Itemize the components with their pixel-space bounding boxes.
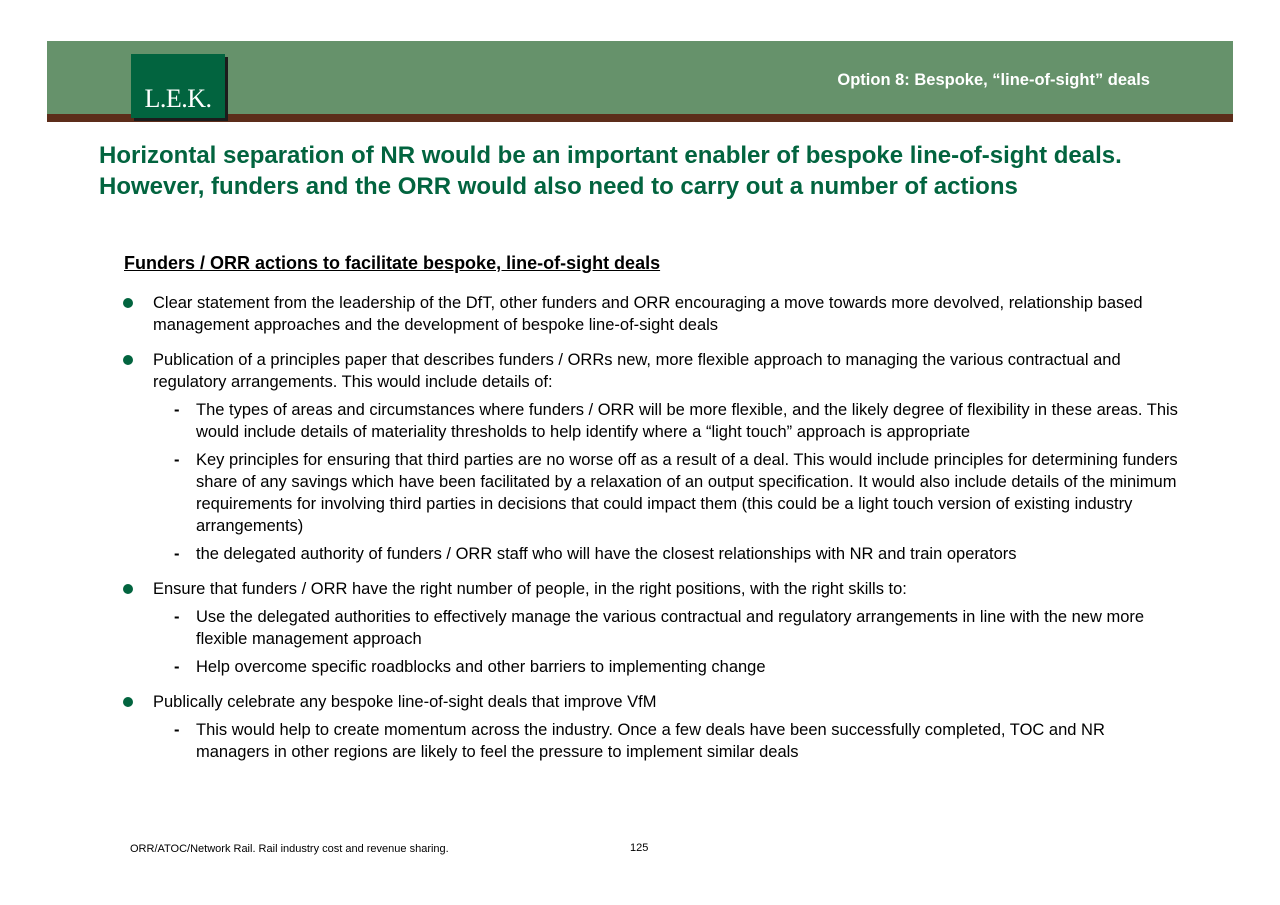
bullet-item — [118, 578, 1178, 678]
bullet-dot-icon — [123, 355, 133, 365]
sub-bullet-text: the delegated authority of funders / ORR staff who will have the closest relationships with NR and train operators — [196, 545, 1017, 563]
bullet-item — [118, 292, 1178, 336]
bullet-dot-icon — [123, 697, 133, 707]
bullet-text: Publication of a principles paper that describes funders / ORRs new, more flexible approach to managing the various contractual and regulatory arrangements. This would include details of: — [153, 351, 1121, 391]
sub-bullet-list — [153, 606, 1178, 678]
sub-bullet-item — [153, 543, 1178, 565]
bullet-item — [118, 691, 1178, 763]
bullet-text: Ensure that funders / ORR have the right number of people, in the right positions, with the right skills to: — [153, 580, 907, 598]
sub-bullet-list — [153, 399, 1178, 565]
sub-bullet-item — [153, 449, 1178, 537]
dash-marker-icon: - — [174, 658, 180, 676]
footer-source: ORR/ATOC/Network Rail. Rail industry cost and revenue sharing. — [130, 843, 449, 855]
bullet-dot-icon — [123, 298, 133, 308]
section-subheading: Funders / ORR actions to facilitate bespoke, line-of-sight deals — [124, 253, 661, 273]
lek-logo: L.E.K. — [131, 54, 225, 118]
sub-bullet-list — [153, 719, 1178, 763]
page-number: 125 — [630, 842, 649, 854]
bullet-text: Clear statement from the leadership of the DfT, other funders and ORR encouraging a move towards more devolved, relationship based management approaches and the development of bespoke line-of-sight deals — [153, 294, 1143, 334]
dash-marker-icon: - — [174, 608, 180, 626]
sub-bullet-item — [153, 399, 1178, 443]
dash-marker-icon: - — [174, 545, 180, 563]
section-label: Option 8: Bespoke, “line-of-sight” deals — [837, 71, 1150, 89]
page-title — [99, 140, 1229, 202]
dash-marker-icon: - — [174, 721, 180, 739]
dash-marker-icon: - — [174, 401, 180, 419]
title-line-2: However, funders and the ORR would also need to carry out a number of actions — [99, 173, 1018, 200]
sub-bullet-text: Key principles for ensuring that third parties are no worse off as a result of a deal. This would include principles for determining funders share of any savings which have been facilitated by a relaxation of an output specification. It would also include details of the minimum requirements for involving third parties in decisions that could impact them (this could be a light touch version of existing industry arrangements) — [196, 451, 1178, 535]
bullet-item — [118, 349, 1178, 565]
bullet-list — [118, 292, 1178, 776]
sub-bullet-text: The types of areas and circumstances where funders / ORR will be more flexible, and the likely degree of flexibility in these areas. This would include details of materiality thresholds to help identify where a “light touch” approach is appropriate — [196, 401, 1178, 441]
dash-marker-icon: - — [174, 451, 180, 469]
bullet-text: Publically celebrate any bespoke line-of-sight deals that improve VfM — [153, 693, 657, 711]
sub-bullet-item — [153, 719, 1178, 763]
sub-bullet-item — [153, 656, 1178, 678]
bullet-dot-icon — [123, 584, 133, 594]
sub-bullet-text: This would help to create momentum across the industry. Once a few deals have been successfully completed, TOC and NR managers in other regions are likely to feel the pressure to implement similar deals — [196, 721, 1105, 761]
sub-bullet-text: Help overcome specific roadblocks and other barriers to implementing change — [196, 658, 766, 676]
sub-bullet-item — [153, 606, 1178, 650]
sub-bullet-text: Use the delegated authorities to effectively manage the various contractual and regulatory arrangements in line with the new more flexible management approach — [196, 608, 1145, 648]
title-line-1: Horizontal separation of NR would be an important enabler of bespoke line-of-sight deals. — [99, 142, 1122, 169]
